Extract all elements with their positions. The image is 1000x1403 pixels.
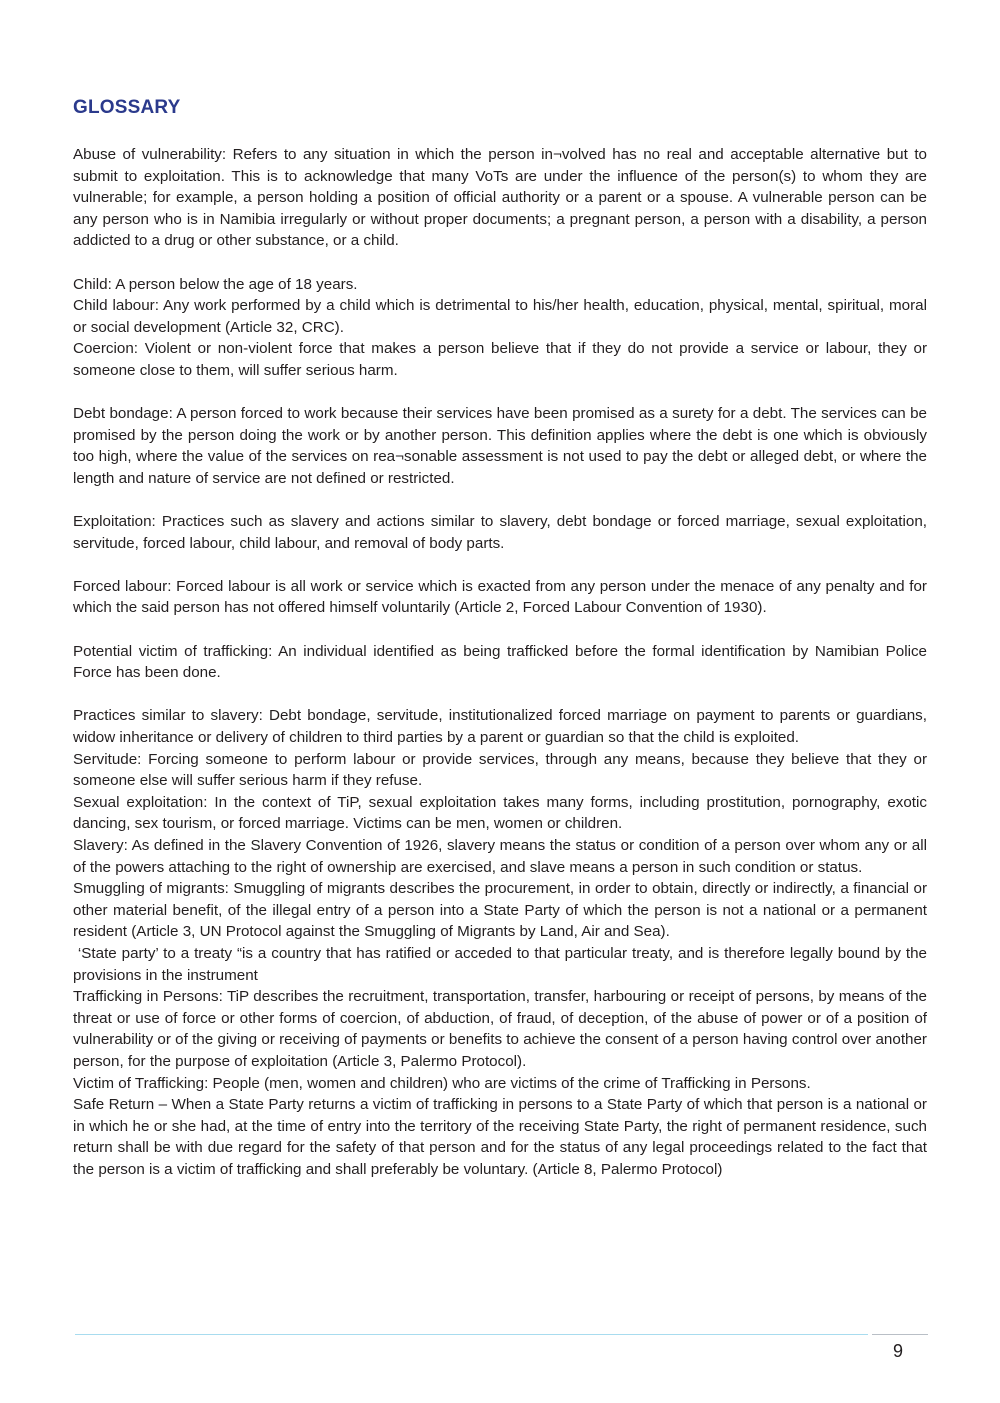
glossary-entry-slavery: Slavery: As defined in the Slavery Convention of 1926, slavery means the status or condition of a person over whom any or all of the powers attaching to the right of ownership are exercised, and slave means a person in such condition or status.: [73, 837, 927, 876]
glossary-body: [73, 144, 932, 1181]
glossary-entry-practices-similar-to-slavery: Practices similar to slavery: Debt bondage, servitude, institutionalized forced marriage on payment to parents or guardians, widow inheritance or delivery of children to third parties by a parent or guardian so that the child is exploited.: [73, 707, 927, 747]
footer-divider-short: [872, 1334, 928, 1335]
glossary-entry-victim-of-trafficking: Victim of Trafficking: People (men, women and children) who are victims of the crime of Trafficking in Persons.: [73, 1074, 811, 1092]
glossary-entry-state-party: ‘State party’ to a treaty “is a country that has ratified or acceded to that particular treaty, and is therefore legally bound by the provisions in the instrument: [73, 944, 932, 984]
glossary-entry-exploitation: Exploitation: Practices such as slavery and actions similar to slavery, debt bondage or forced marriage, sexual exploitation, servitude, forced labour, child labour, and removal of body parts.: [73, 513, 927, 552]
glossary-entry-forced-labour: Forced labour: Forced labour is all work or service which is exacted from any person under the menace of any penalty and for which the said person has not offered himself voluntarily (Article 2, Forced Labour Convention of 1930).: [73, 577, 927, 617]
glossary-entry-servitude: Servitude: Forcing someone to perform labour or provide services, through any means, because they believe that they or someone else will suffer serious harm if they refuse.: [73, 750, 927, 790]
page-number: 9: [893, 1341, 904, 1361]
glossary-entry-child: Child: A person below the age of 18 years.: [73, 275, 358, 293]
glossary-entry-abuse-of-vulnerability: Abuse of vulnerability: Refers to any situation in which the person in¬volved has no real and acceptable alternative but to submit to exploitation. This is to acknowledge that many VoTs are under the influence of the person(s) to whom they are vulnerable; for example, a person holding a position of official authority or a parent or a spouse. A vulnerable person can be any person who is in Namibia irregularly or without proper documents; a pregnant person, a person with a disability, a person addicted to a drug or other substance, or a child.: [73, 146, 927, 250]
glossary-entry-trafficking-in-persons: Trafficking in Persons: TiP describes the recruitment, transportation, transfer, harbouring or receipt of persons, by means of the threat or use of force or other forms of coercion, of abduction, of fraud, of deception, of the abuse of power or of a position of vulnerability or of the giving or receiving of payments or benefits to achieve the consent of a person having control over another person, for the purpose of exploitation (Article 3, Palermo Protocol).: [73, 988, 927, 1070]
glossary-entry-sexual-exploitation: Sexual exploitation: In the context of TiP, sexual exploitation takes many forms, including prostitution, pornography, exotic dancing, sex tourism, or forced marriage. Victims can be men, women or children.: [73, 793, 927, 833]
page-title: GLOSSARY: [73, 97, 181, 118]
glossary-entry-child-labour: Child labour: Any work performed by a child which is detrimental to his/her health, education, physical, mental, spiritual, moral or social development (Article 32, CRC).: [73, 297, 927, 336]
glossary-entry-debt-bondage: Debt bondage: A person forced to work because their services have been promised as a surety for a debt. The services can be promised by the person doing the work or by another person. This definition applies where the debt is one which is obviously too high, where the value of the services on rea¬sonable assessment is not used to pay the debt or alleged debt, or where the length and nature of service are not defined or restricted.: [73, 405, 927, 487]
glossary-entry-safe-return: Safe Return – When a State Party returns a victim of trafficking in persons to a State Party of which that person is a national or in which he or she had, at the time of entry into the territory of the receiving State Party, the right of permanent residence, such return shall be with due regard for the safety of that person and for the status of any legal proceedings related to the fact that the person is a victim of trafficking and shall preferably be voluntary. (Article 8, Palermo Protocol): [73, 1096, 927, 1178]
glossary-entry-coercion: Coercion: Violent or non-violent force that makes a person believe that if they do not provide a service or labour, they or someone close to them, will suffer serious harm.: [73, 340, 927, 379]
footer-divider: [75, 1334, 868, 1335]
glossary-entry-smuggling-of-migrants: Smuggling of migrants: Smuggling of migrants describes the procurement, in order to obtain, directly or indirectly, a financial or other material benefit, of the illegal entry of a person into a State Party of which the person is not a national or a permanent resident (Article 3, UN Protocol against the Smuggling of Migrants by Land, Air and Sea).: [73, 880, 927, 941]
glossary-entry-potential-victim: Potential victim of trafficking: An individual identified as being trafficked before the formal identification by Namibian Police Force has been done.: [73, 642, 927, 682]
